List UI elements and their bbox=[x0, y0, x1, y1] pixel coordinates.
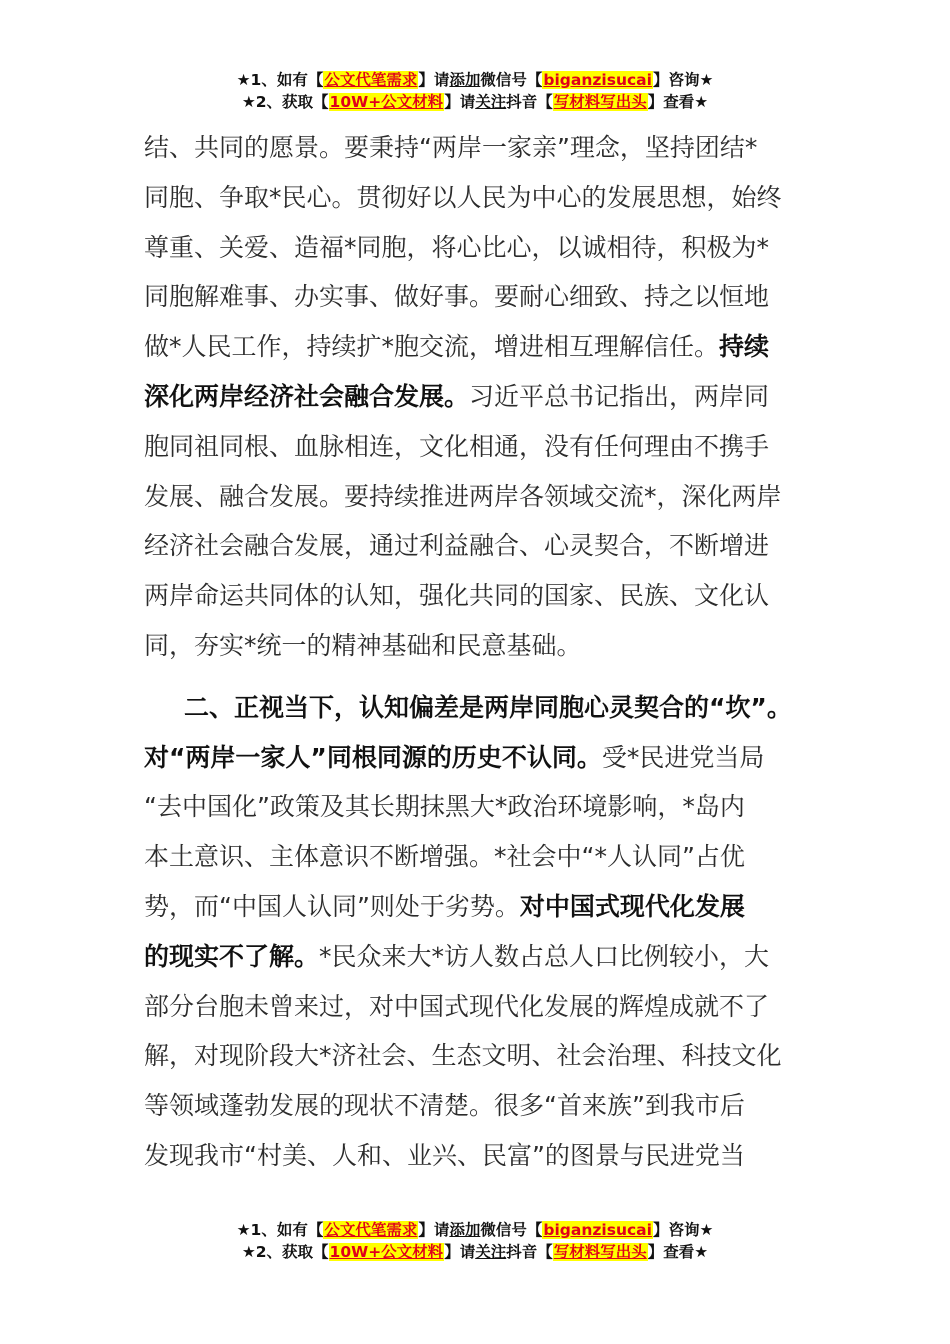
bold-heading: 对“两岸一家人”同根同源的历史不认同。 bbox=[144, 742, 602, 772]
text-run: *民众来大*访人数占总人口比例较小，大 bbox=[319, 941, 770, 971]
text-run: 习近平总书记指出，两岸同 bbox=[469, 381, 770, 411]
promo-text: ★1、如有【 bbox=[236, 1221, 324, 1239]
promo-text: ★2、获取【 bbox=[241, 93, 329, 111]
bold-heading: 深化两岸经济社会融合发展。 bbox=[144, 381, 470, 411]
text-line: 两岸命运共同体的认知，强化共同的国家、民族、文化认 bbox=[144, 581, 770, 611]
promo-highlight: 10W+公文材料 bbox=[329, 93, 444, 111]
promo-text: 】查看★ bbox=[647, 1243, 709, 1261]
promo-underline: 添加 bbox=[449, 71, 481, 89]
promo-line-1 bbox=[0, 1219, 950, 1241]
promo-text: 抖音【 bbox=[506, 93, 553, 111]
paragraph-1 bbox=[144, 123, 814, 671]
text-line: 胞同祖同根、血脉相连，文化相通，没有任何理由不携手 bbox=[144, 431, 770, 461]
text-line: 等领域蓬勃发展的现状不清楚。很多“首来族”到我市后 bbox=[144, 1091, 745, 1121]
section-heading: 二、正视当下，认知偏差是两岸同胞心灵契合的“坎”。 bbox=[184, 692, 792, 722]
bold-heading: 对中国式现代化发展 bbox=[519, 891, 745, 921]
text-run: 受*民进党当局 bbox=[601, 742, 765, 772]
text-line: 解，对现阶段大*济社会、生态文明、社会治理、科技文化 bbox=[144, 1041, 782, 1071]
promo-line-2 bbox=[0, 1241, 950, 1263]
text-line: 经济社会融合发展，通过利益融合、心灵契合，不断增进 bbox=[144, 531, 770, 561]
promo-line-2 bbox=[0, 91, 950, 113]
promo-text: 】查看★ bbox=[647, 93, 709, 111]
promo-text: 微信号【 bbox=[480, 71, 543, 89]
text-line: 同胞、争取*民心。贯彻好以人民为中心的发展思想，始终 bbox=[144, 182, 782, 212]
promo-text: 抖音【 bbox=[506, 1243, 553, 1261]
promo-line-1 bbox=[0, 69, 950, 91]
promo-douyin-id: 写材料写出头 bbox=[553, 93, 647, 111]
promo-highlight: 10W+公文材料 bbox=[329, 1243, 444, 1261]
text-line bbox=[144, 733, 814, 783]
promo-text: 】请 bbox=[418, 1221, 450, 1239]
text-line: 尊重、关爱、造福*同胞，将心比心，以诚相待，积极为* bbox=[144, 232, 770, 262]
text-run: 做*人民工作，持续扩*胞交流，增进相互理解信任。 bbox=[144, 332, 720, 362]
text-run: 势，而“中国人认同”则处于劣势。 bbox=[144, 891, 520, 921]
text-line: 本土意识、主体意识不断增强。*社会中“*人认同”占优 bbox=[144, 842, 745, 872]
text-line bbox=[144, 322, 814, 372]
promo-wechat-id: biganzisucai bbox=[543, 1221, 652, 1239]
text-line: 部分台胞未曾来过，对中国式现代化发展的辉煌成就不了 bbox=[144, 991, 770, 1021]
paragraph-2 bbox=[144, 683, 814, 1181]
text-line bbox=[144, 932, 814, 982]
promo-text: 】咨询★ bbox=[652, 71, 714, 89]
document-body bbox=[144, 123, 814, 1181]
promo-text: 微信号【 bbox=[480, 1221, 543, 1239]
promo-highlight: 公文代笔需求 bbox=[324, 1221, 418, 1239]
text-line: 同，夯实*统一的精神基础和民意基础。 bbox=[144, 630, 582, 660]
promo-text: 】请 bbox=[444, 93, 476, 111]
text-line: “去中国化”政策及其长期抹黑大*政治环境影响，*岛内 bbox=[144, 792, 745, 822]
text-line: 发现我市“村美、人和、业兴、民富”的图景与民进党当 bbox=[144, 1140, 745, 1170]
bold-heading: 持续 bbox=[719, 332, 770, 362]
promo-highlight: 公文代笔需求 bbox=[324, 71, 418, 89]
bold-heading: 的现实不了解。 bbox=[144, 941, 320, 971]
promo-underline: 添加 bbox=[449, 1221, 481, 1239]
text-line: 发展、融合发展。要持续推进两岸各领域交流*，深化两岸 bbox=[144, 481, 782, 511]
promo-wechat-id: biganzisucai bbox=[543, 71, 652, 89]
promo-text: 】咨询★ bbox=[652, 1221, 714, 1239]
promo-douyin-id: 写材料写出头 bbox=[553, 1243, 647, 1261]
promo-text: 】请 bbox=[444, 1243, 476, 1261]
promo-header bbox=[0, 69, 950, 113]
text-line: 结、共同的愿景。要秉持“两岸一家亲”理念，坚持团结* bbox=[144, 133, 758, 162]
promo-text: ★2、获取【 bbox=[241, 1243, 329, 1261]
text-line bbox=[144, 882, 814, 932]
promo-underline: 关注 bbox=[475, 93, 507, 111]
text-line bbox=[144, 372, 814, 422]
promo-footer bbox=[0, 1219, 950, 1263]
promo-underline: 关注 bbox=[475, 1243, 507, 1261]
promo-text: ★1、如有【 bbox=[236, 71, 324, 89]
promo-text: 】请 bbox=[418, 71, 450, 89]
text-line: 同胞解难事、办实事、做好事。要耐心细致、持之以恒地 bbox=[144, 282, 770, 312]
